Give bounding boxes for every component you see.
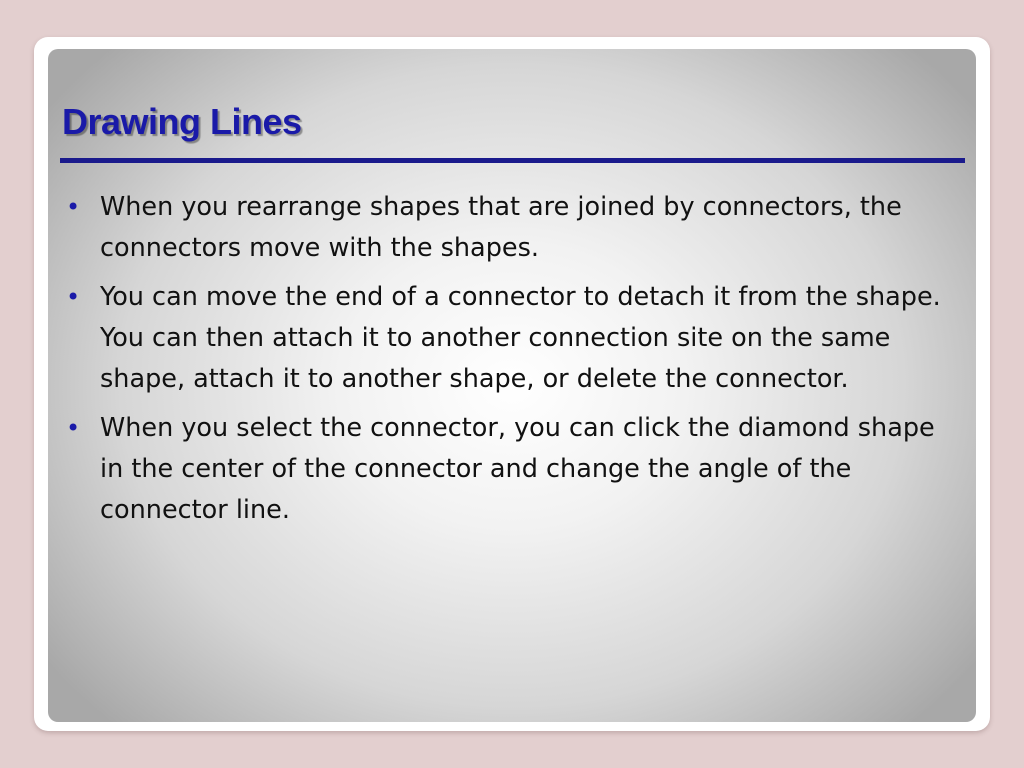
bullet-list	[64, 187, 962, 539]
bullet-text: You can move the end of a connector to detach it from the shape. You can then attach it to another connection site on the same shape, attach it to another shape, or delete the connector.	[100, 282, 941, 394]
bullet-item	[64, 408, 962, 531]
bullet-dot-icon: •	[66, 193, 81, 221]
bullet-item	[64, 277, 962, 400]
bullet-text: When you rearrange shapes that are joined by connectors, the connectors move with the shapes.	[100, 192, 902, 263]
bullet-dot-icon: •	[66, 414, 81, 442]
bullet-item	[64, 187, 962, 269]
slide-panel	[48, 49, 976, 722]
slide-title: Drawing Lines	[62, 101, 302, 142]
bullet-text: When you select the connector, you can click the diamond shape in the center of the connector and change the angle of the connector line.	[100, 413, 935, 525]
bullet-dot-icon: •	[66, 283, 81, 311]
title-underline-rule	[60, 158, 965, 163]
